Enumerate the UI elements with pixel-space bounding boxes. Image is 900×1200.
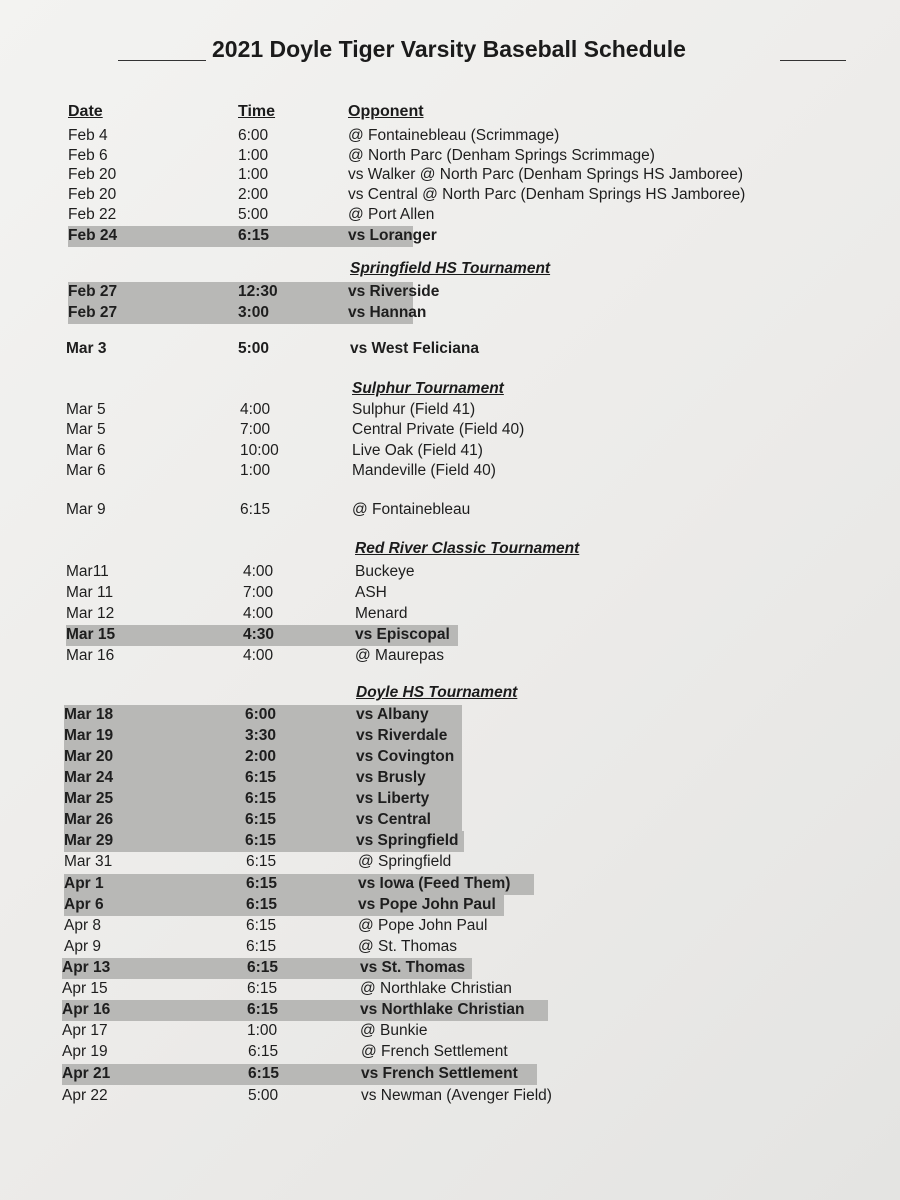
schedule-row	[62, 1042, 582, 1063]
schedule-row	[66, 604, 586, 625]
game-time: 6:15	[245, 832, 277, 849]
schedule-row	[64, 937, 584, 958]
game-opponent: ASH	[355, 584, 387, 601]
game-date: Mar 25	[64, 790, 114, 807]
game-date: Mar 18	[64, 706, 114, 723]
game-opponent: vs Loranger	[348, 227, 437, 244]
game-opponent: vs Walker @ North Parc (Denham Springs HS Jamboree)	[348, 166, 744, 183]
game-time: 6:15	[246, 896, 278, 913]
game-opponent: vs Iowa (Feed Them)	[358, 875, 511, 892]
game-time: 6:00	[238, 127, 269, 144]
game-time: 5:00	[238, 340, 270, 357]
game-opponent: @ Maurepas	[355, 647, 444, 664]
game-opponent: vs French Settlement	[361, 1065, 518, 1082]
game-opponent: Sulphur (Field 41)	[352, 401, 476, 418]
schedule-row	[66, 441, 586, 462]
schedule-row	[66, 339, 586, 360]
game-opponent: Mandeville (Field 40)	[352, 462, 496, 479]
game-opponent: @ Fontainebleau	[352, 501, 471, 518]
game-time: 3:30	[245, 727, 277, 744]
schedule-row	[66, 420, 586, 441]
schedule-row	[66, 646, 586, 667]
section-heading: Doyle HS Tournament	[356, 684, 518, 701]
game-date: Mar 19	[64, 727, 114, 744]
game-date: Mar 3	[66, 340, 107, 357]
game-time: 1:00	[238, 147, 269, 164]
game-time: 4:00	[243, 605, 274, 622]
game-date: Mar 24	[64, 769, 114, 786]
game-date: Feb 20	[68, 166, 117, 183]
game-time: 6:15	[240, 501, 271, 518]
game-date: Mar 9	[66, 501, 106, 518]
schedule-row	[62, 1021, 582, 1042]
game-opponent: @ Fontainebleau (Scrimmage)	[348, 127, 560, 144]
game-date: Mar 11	[66, 584, 114, 601]
schedule-row	[64, 810, 462, 831]
game-date: Feb 22	[68, 206, 117, 223]
game-time: 1:00	[240, 462, 271, 479]
schedule-row	[62, 958, 472, 979]
game-date: Mar 6	[66, 462, 106, 479]
game-time: 4:00	[243, 563, 274, 580]
game-opponent: @ Port Allen	[348, 206, 435, 223]
game-opponent: vs Liberty	[356, 790, 430, 807]
game-opponent: vs Covington	[356, 748, 455, 765]
game-opponent: Buckeye	[355, 563, 415, 580]
schedule-row	[62, 1064, 537, 1085]
game-time: 6:15	[245, 811, 277, 828]
game-opponent: vs Pope John Paul	[358, 896, 496, 913]
column-header-date: Date	[68, 103, 103, 120]
schedule-row	[68, 126, 588, 147]
game-opponent: Menard	[355, 605, 408, 622]
game-date: Feb 27	[68, 304, 118, 321]
game-opponent: vs Riverside	[348, 283, 440, 300]
game-date: Feb 24	[68, 227, 118, 244]
page-title: 2021 Doyle Tiger Varsity Baseball Schedule	[212, 36, 686, 62]
game-opponent: vs West Feliciana	[350, 340, 479, 357]
game-time: 6:15	[247, 959, 279, 976]
schedule-row	[62, 979, 582, 1000]
schedule-row	[64, 916, 584, 937]
game-date: Mar 15	[66, 626, 116, 643]
game-opponent: @ North Parc (Denham Springs Scrimmage)	[348, 147, 655, 164]
schedule-row	[66, 583, 586, 604]
schedule-row	[64, 852, 584, 873]
game-time: 6:15	[238, 227, 270, 244]
game-time: 4:00	[240, 401, 271, 418]
game-opponent: @ Northlake Christian	[360, 980, 512, 997]
game-opponent: vs Northlake Christian	[360, 1001, 525, 1018]
section-heading: Sulphur Tournament	[352, 380, 504, 397]
game-date: Apr 19	[62, 1043, 108, 1060]
game-opponent: vs St. Thomas	[360, 959, 466, 976]
game-time: 4:00	[243, 647, 274, 664]
game-time: 6:15	[247, 1001, 279, 1018]
game-date: Apr 8	[64, 917, 102, 934]
game-time: 5:00	[238, 206, 269, 223]
game-date: Apr 1	[64, 875, 104, 892]
schedule-row	[68, 282, 440, 303]
game-opponent: vs Albany	[356, 706, 429, 723]
game-opponent: @ Pope John Paul	[358, 917, 488, 934]
schedule-row	[64, 874, 534, 895]
section-heading: Springfield HS Tournament	[350, 260, 551, 277]
game-time: 6:15	[246, 853, 277, 870]
schedule-row	[64, 831, 464, 852]
game-opponent: vs Springfield	[356, 832, 459, 849]
game-date: Feb 6	[68, 147, 108, 164]
game-date: Feb 20	[68, 186, 117, 203]
game-opponent: vs Brusly	[356, 769, 426, 786]
schedule-row	[66, 500, 586, 521]
game-date: Apr 17	[62, 1022, 108, 1039]
game-time: 6:15	[246, 917, 277, 934]
game-date: Apr 6	[64, 896, 104, 913]
game-date: Mar 5	[66, 421, 106, 438]
game-time: 12:30	[238, 283, 278, 300]
schedule-row	[68, 185, 746, 206]
game-opponent: vs Hannan	[348, 304, 427, 321]
game-date: Apr 21	[62, 1065, 111, 1082]
game-date: Apr 13	[62, 959, 111, 976]
game-time: 6:15	[245, 790, 277, 807]
game-date: Mar 29	[64, 832, 114, 849]
schedule-row	[68, 303, 427, 324]
game-time: 6:15	[248, 1065, 280, 1082]
game-time: 6:15	[247, 980, 278, 997]
game-opponent: vs Central	[356, 811, 431, 828]
game-time: 6:15	[245, 769, 277, 786]
game-opponent: @ Bunkie	[360, 1022, 428, 1039]
game-date: Apr 9	[64, 938, 102, 955]
game-opponent: vs Newman (Avenger Field)	[361, 1087, 552, 1104]
game-time: 1:00	[247, 1022, 278, 1039]
game-time: 4:30	[243, 626, 275, 643]
schedule-row	[68, 165, 744, 186]
game-date: Apr 22	[62, 1087, 108, 1104]
game-time: 10:00	[240, 442, 279, 459]
game-date: Mar 6	[66, 442, 106, 459]
game-time: 6:00	[245, 706, 277, 723]
game-date: Mar 31	[64, 853, 113, 870]
game-time: 6:15	[246, 938, 277, 955]
game-opponent: vs Episcopal	[355, 626, 450, 643]
game-time: 5:00	[248, 1087, 279, 1104]
game-date: Feb 4	[68, 127, 108, 144]
schedule-row	[64, 705, 462, 726]
game-time: 3:00	[238, 304, 270, 321]
game-date: Mar11	[66, 563, 109, 580]
section-heading: Red River Classic Tournament	[355, 540, 580, 557]
game-opponent: vs Riverdale	[356, 727, 448, 744]
game-date: Mar 16	[66, 647, 115, 664]
schedule-row	[66, 562, 586, 583]
column-header-opponent: Opponent	[348, 103, 424, 120]
game-time: 7:00	[240, 421, 271, 438]
game-date: Mar 20	[64, 748, 114, 765]
schedule-row	[62, 1086, 582, 1107]
game-date: Apr 15	[62, 980, 108, 997]
game-time: 2:00	[238, 186, 269, 203]
schedule-row	[64, 789, 462, 810]
game-time: 7:00	[243, 584, 274, 601]
game-time: 2:00	[245, 748, 277, 765]
schedule-row	[64, 895, 504, 916]
schedule-row	[68, 226, 437, 247]
game-time: 6:15	[248, 1043, 279, 1060]
schedule-row	[64, 726, 462, 747]
game-time: 6:15	[246, 875, 278, 892]
game-time: 1:00	[238, 166, 269, 183]
schedule-row	[66, 400, 586, 421]
game-date: Apr 16	[62, 1001, 111, 1018]
game-opponent: @ Springfield	[358, 853, 452, 870]
game-date: Mar 26	[64, 811, 114, 828]
game-opponent: @ St. Thomas	[358, 938, 458, 955]
game-opponent: vs Central @ North Parc (Denham Springs HS Jamboree)	[348, 186, 746, 203]
game-opponent: Central Private (Field 40)	[352, 421, 525, 438]
column-header-time: Time	[238, 103, 276, 120]
schedule-row	[68, 205, 588, 226]
game-date: Mar 12	[66, 605, 115, 622]
schedule-row	[64, 747, 462, 768]
game-opponent: @ French Settlement	[361, 1043, 508, 1060]
schedule-row	[66, 461, 586, 482]
schedule-row	[66, 625, 458, 646]
schedule-row	[62, 1000, 548, 1021]
game-opponent: Live Oak (Field 41)	[352, 442, 483, 459]
schedule-row	[64, 768, 462, 789]
game-date: Feb 27	[68, 283, 118, 300]
game-date: Mar 5	[66, 401, 106, 418]
schedule-row	[68, 146, 655, 167]
